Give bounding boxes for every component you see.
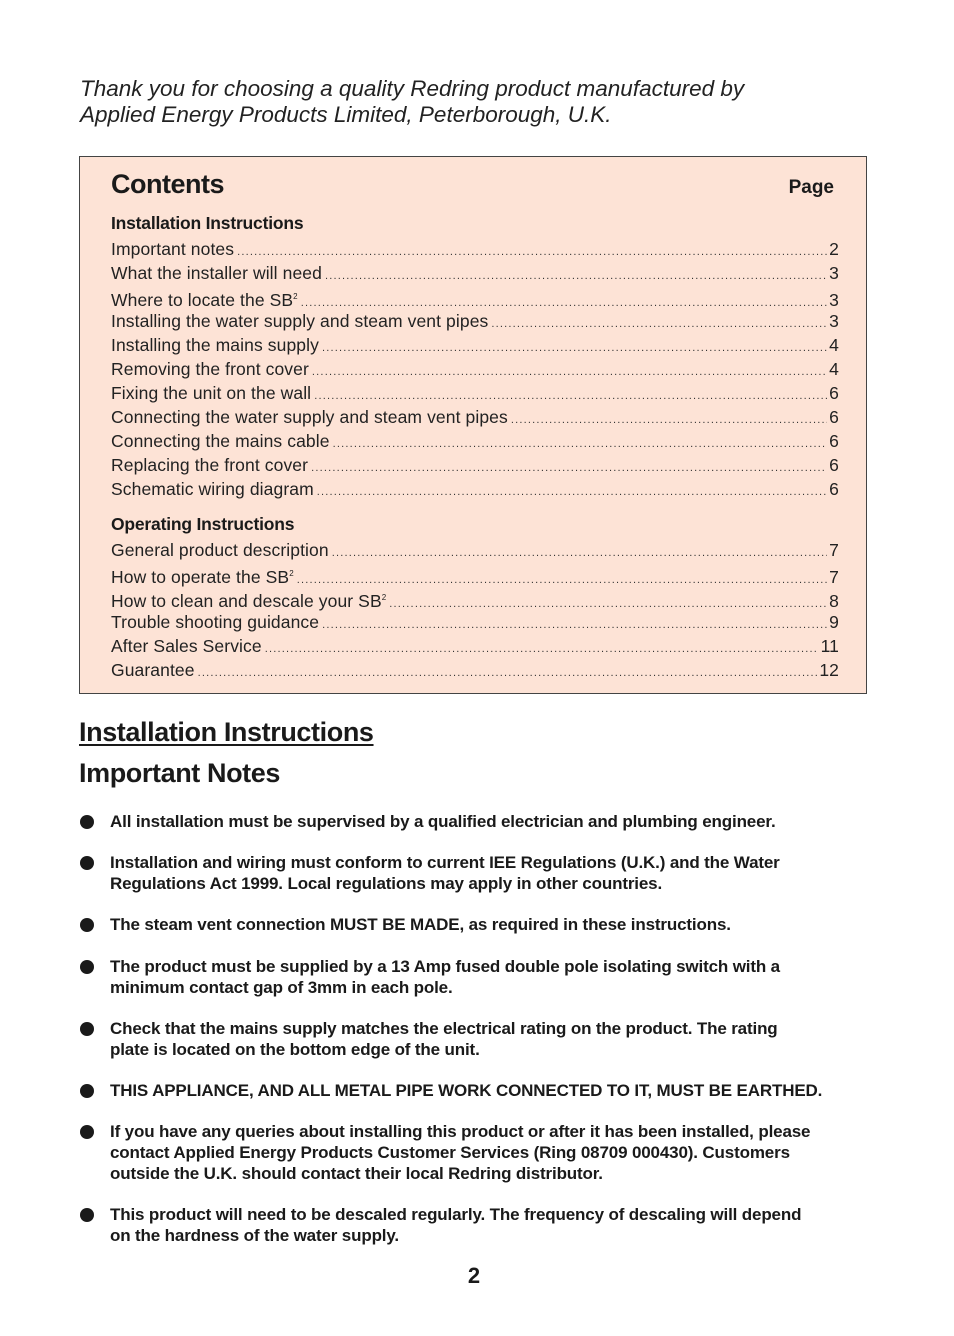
toc-entry-title-text: Installing the water supply and steam vent pipes: [111, 311, 489, 331]
dot-leader: [325, 264, 827, 288]
toc-entry-page: 12: [819, 660, 839, 680]
toc-entry-page: 6: [829, 455, 839, 475]
contents-box: [79, 156, 867, 694]
toc-entry-title: [111, 261, 322, 285]
note-item: [80, 811, 860, 832]
note-item: [80, 852, 860, 894]
intro-line-1: Thank you for choosing a quality Redring product manufactured by: [80, 76, 745, 101]
toc-entry-page: 6: [829, 407, 839, 427]
toc-entry-page: 4: [829, 359, 839, 379]
toc-entry-title: [111, 538, 329, 562]
bullet-icon: [80, 815, 94, 829]
toc-entry: [111, 477, 839, 501]
note-item: [80, 1204, 860, 1246]
toc-entry-page: 8: [829, 591, 839, 611]
note-item: [80, 956, 860, 998]
toc-entry-title: [111, 562, 294, 589]
toc-entry-page: 3: [829, 290, 839, 310]
toc-entry-title-text: Connecting the water supply and steam vent pipes: [111, 407, 508, 427]
toc-entry-page: 6: [829, 383, 839, 403]
note-text: This product will need to be descaled regularly. The frequency of descaling will depend on the hardness of the water supply.: [110, 1205, 802, 1245]
toc-entry-title-text: Trouble shooting guidance: [111, 612, 320, 632]
toc-entry-title-text: Fixing the unit on the wall: [111, 383, 312, 403]
toc-entry: [111, 309, 839, 333]
toc-entry: [111, 429, 839, 453]
toc-entry-title: [111, 381, 311, 405]
dot-leader: [311, 456, 827, 480]
note-item: [80, 1018, 860, 1060]
toc-entry-title-text: Important notes: [111, 239, 235, 259]
toc-entry: [111, 453, 839, 477]
toc-entry-title-text: Connecting the mains cable: [111, 431, 330, 451]
toc-entry-title-text: Schematic wiring diagram: [111, 479, 314, 499]
toc-entry-page: 7: [829, 540, 839, 560]
toc-entry-page: 3: [829, 263, 839, 283]
bullet-icon: [80, 1208, 94, 1222]
toc-entry: [111, 634, 839, 658]
toc-entry-title: [111, 357, 309, 381]
bullet-icon: [80, 856, 94, 870]
note-text: If you have any queries about installing this product or after it has been installed, please contact Applied Energy Products Customer Services (Ring 08709 000430). Customers outside the U.K. should contact their local Redring distributor.: [110, 1122, 811, 1183]
toc-entry-title: [111, 477, 314, 501]
toc-entry-page: 7: [829, 567, 839, 587]
toc-entry-title: [111, 333, 319, 357]
toc-entry-title: [111, 658, 195, 682]
toc-entry-title-text: Installing the mains supply: [111, 335, 319, 355]
toc-entry-title-text: What the installer will need: [111, 263, 322, 283]
toc-entry-page: 2: [829, 239, 839, 259]
bullet-icon: [80, 1022, 94, 1036]
toc-entry: [111, 381, 839, 405]
dot-leader: [333, 432, 828, 456]
page-column-label: Page: [788, 177, 834, 198]
toc-entry-title: [111, 309, 488, 333]
toc-entry-title-text: General product description: [111, 540, 329, 560]
toc-entry-page: 9: [829, 612, 839, 632]
toc-entry-title: [111, 429, 330, 453]
toc-entry: [111, 610, 839, 634]
toc-entry-title-text: Guarantee: [111, 660, 195, 680]
dot-leader: [312, 360, 827, 384]
toc-section-heading-operating: Operating Instructions: [111, 514, 295, 534]
note-text: Installation and wiring must conform to current IEE Regulations (U.K.) and the Water Regulations Act 1999. Local regulations may apply in other countries.: [110, 853, 780, 893]
toc-entry: [111, 658, 839, 682]
intro-line-2: Applied Energy Products Limited, Peterborough, U.K.: [80, 102, 612, 127]
dot-leader: [237, 240, 827, 264]
toc-entry: [111, 285, 839, 309]
toc-entry-title-text: How to operate the SB: [111, 567, 290, 587]
toc-entry-title-text: Replacing the front cover: [111, 455, 309, 475]
toc-entry-title: [111, 405, 508, 429]
toc-entry-title: [111, 453, 308, 477]
bullet-icon: [80, 1084, 94, 1098]
toc-entry-page: 6: [829, 479, 839, 499]
superscript: 2: [381, 593, 387, 602]
dot-leader: [317, 480, 827, 504]
toc-entry: [111, 237, 839, 261]
note-text: The steam vent connection MUST BE MADE, as required in these instructions.: [110, 915, 731, 934]
page-number: 2: [467, 1263, 481, 1288]
dot-leader: [198, 661, 818, 685]
toc-entry-title-text: Where to locate the SB: [111, 290, 294, 310]
dot-leader: [491, 312, 827, 336]
note-text: The product must be supplied by a 13 Amp fused double pole isolating switch with a minimum contact gap of 3mm in each pole.: [110, 957, 780, 997]
toc-entry: [111, 538, 839, 562]
dot-leader: [322, 613, 827, 637]
toc-entry-page: 6: [829, 431, 839, 451]
toc-entry-title-text: Removing the front cover: [111, 359, 309, 379]
superscript: 2: [289, 569, 294, 578]
toc-entry: [111, 357, 839, 381]
toc-entry: [111, 405, 839, 429]
toc-entry-title: [111, 237, 234, 261]
bullet-icon: [80, 918, 94, 932]
toc-entry-title: [111, 285, 298, 312]
toc-entry-title-text: How to clean and descale your SB: [111, 591, 382, 611]
toc-entry-title-text: After Sales Service: [111, 636, 262, 656]
installation-heading: Installation Instructions: [79, 717, 374, 747]
bullet-icon: [80, 960, 94, 974]
note-item: [80, 914, 860, 935]
dot-leader: [511, 408, 827, 432]
superscript: 2: [293, 292, 298, 301]
note-text: Check that the mains supply matches the electrical rating on the product. The rating plate is located on the bottom edge of the unit.: [110, 1019, 778, 1059]
toc-entry-title: [111, 586, 386, 613]
toc-entry-page: 3: [829, 311, 839, 331]
toc-list-installation: [111, 237, 839, 501]
note-item: [80, 1121, 860, 1184]
toc-entry-title: [111, 610, 319, 634]
contents-title: Contents: [111, 169, 224, 199]
toc-entry-page: 11: [820, 636, 839, 656]
toc-section-heading-installation: Installation Instructions: [111, 213, 304, 233]
toc-entry: [111, 333, 839, 357]
toc-entry: [111, 261, 839, 285]
note-text: All installation must be supervised by a qualified electrician and plumbing engineer.: [110, 812, 776, 831]
toc-entry-page: 4: [829, 335, 839, 355]
dot-leader: [265, 637, 819, 661]
intro-text: [80, 76, 880, 128]
note-item: [80, 1080, 860, 1101]
toc-entry: [111, 562, 839, 586]
note-text: THIS APPLIANCE, AND ALL METAL PIPE WORK CONNECTED TO IT, MUST BE EARTHED.: [110, 1081, 823, 1100]
toc-list-operating: [111, 538, 839, 682]
dot-leader: [322, 336, 827, 360]
toc-entry-title: [111, 634, 262, 658]
dot-leader: [332, 541, 827, 565]
bullet-icon: [80, 1125, 94, 1139]
important-notes-heading: Important Notes: [79, 758, 281, 788]
